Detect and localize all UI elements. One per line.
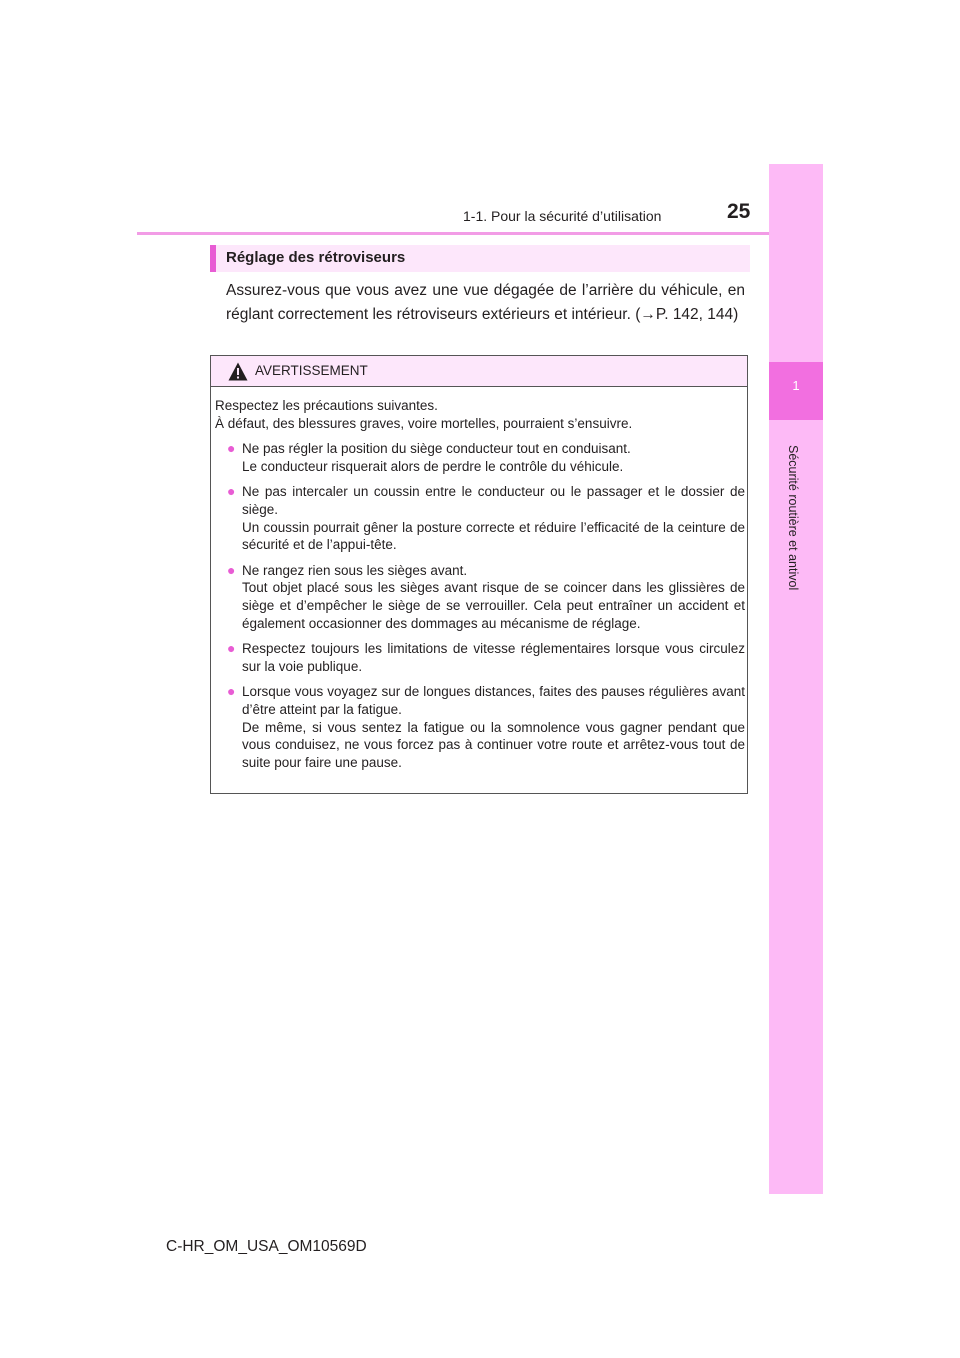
page-number: 25: [727, 200, 751, 223]
warning-triangle-icon: [228, 362, 248, 381]
document-code: C-HR_OM_USA_OM10569D: [166, 1238, 367, 1255]
section-intro-paragraph: Assurez-vous que vous avez une vue dégagée de l’arrière du véhicule, en réglant correctement les rétroviseurs extérieurs et intérieur. (→P. 142, 144): [226, 282, 745, 323]
warning-bullet-item: [215, 683, 745, 771]
bullet-text-line: Respectez toujours les limitations de vitesse réglementaires lorsque vous circulez sur la voie publique.: [242, 641, 745, 674]
warning-intro: [215, 397, 745, 432]
bullet-text-line: Un coussin pourrait gêner la posture correcte et réduire l’efficacité de la ceinture de sécurité et de l’appui-tête.: [242, 519, 745, 553]
warning-intro-line: Respectez les précautions suivantes.: [215, 398, 438, 413]
warning-header: [211, 356, 747, 387]
section-heading-accent: [210, 245, 216, 272]
warning-bullet-item: [215, 640, 745, 675]
bullet-text-line: De même, si vous sentez la fatigue ou la somnolence vous gagner pendant que vous conduisez, ne vous forcez pas à continuer votre route et arrêtez-vous tout de suite pour faire une pause.: [242, 719, 745, 770]
header-divider: [137, 232, 823, 235]
warning-box: [210, 355, 748, 794]
chapter-number: 1: [792, 378, 800, 393]
bullet-icon: ●: [227, 440, 236, 457]
section-heading-text: Réglage des rétroviseurs: [226, 249, 406, 266]
warning-body: [215, 397, 745, 771]
bullet-text-line: Le conducteur risquerait alors de perdre le contrôle du véhicule.: [242, 458, 624, 474]
warning-title: AVERTISSEMENT: [255, 363, 368, 378]
bullet-text-line: Tout objet placé sous les sièges avant risque de se coincer dans les glissières de siège et d’empêcher le siège de se verrouiller. Cela peut entraîner un accident et également occasionner des dommages au mécanisme de réglage.: [242, 580, 745, 631]
header-section-title: 1-1. Pour la sécurité d’utilisation: [463, 208, 662, 224]
warning-bullet-item: [215, 562, 745, 632]
warning-bullet-item: [215, 483, 745, 553]
warning-bullet-item: [215, 440, 745, 475]
chapter-label: Sécurité routière et antivol: [786, 445, 800, 591]
bullet-icon: ●: [227, 483, 236, 500]
bullet-icon: ●: [227, 561, 236, 578]
section-heading: [210, 245, 750, 272]
bullet-text-line: Ne rangez rien sous les sièges avant.: [242, 562, 468, 578]
bullet-text-line: Lorsque vous voyagez sur de longues distances, faites des pauses régulières avant d’être atteint par la fatigue.: [242, 684, 745, 717]
warning-intro-line: À défaut, des blessures graves, voire mortelles, pourraient s’ensuivre.: [215, 415, 633, 431]
bullet-text-line: Ne pas régler la position du siège conducteur tout en conduisant.: [242, 441, 631, 457]
bullet-text-line: Ne pas intercaler un coussin entre le conducteur ou le passager et le dossier de siège.: [242, 484, 745, 517]
bullet-icon: ●: [227, 640, 236, 657]
chapter-side-tab: [769, 164, 823, 1194]
bullet-icon: ●: [227, 683, 236, 700]
